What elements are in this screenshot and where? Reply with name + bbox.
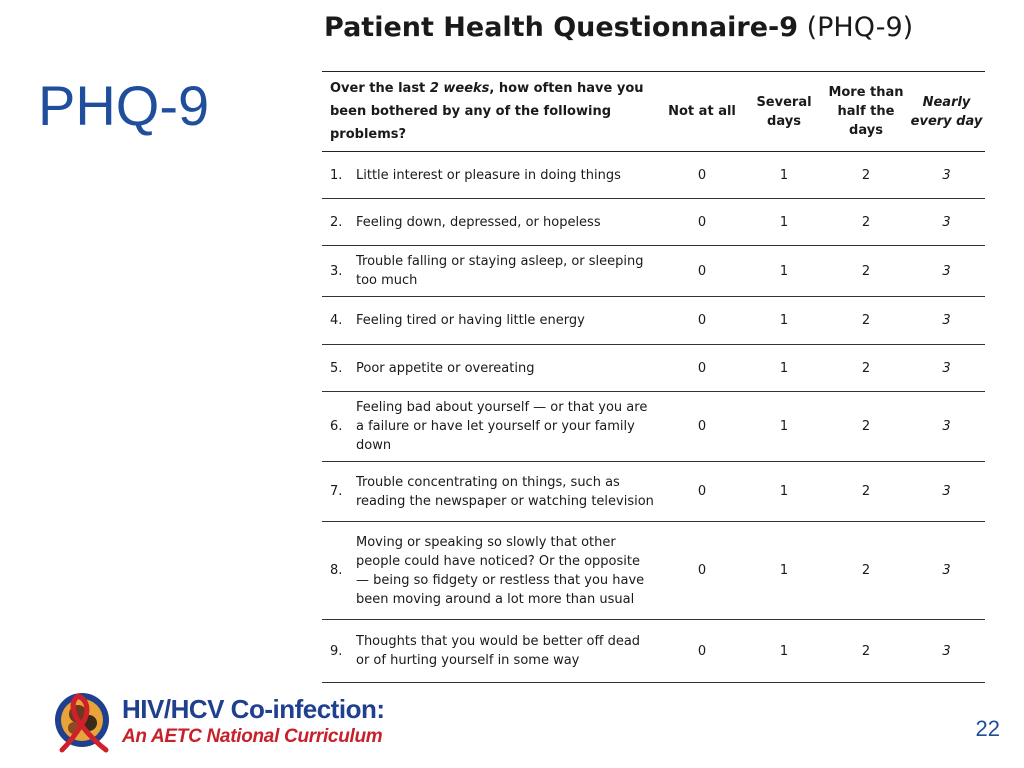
option-header-nearly-every-day bbox=[908, 72, 985, 152]
item-text: Trouble concentrating on things, such as reading the newspaper or watching television bbox=[356, 462, 660, 522]
score-cell: 1 bbox=[744, 199, 824, 246]
table-row bbox=[322, 246, 985, 297]
score-cell: 2 bbox=[824, 462, 908, 522]
score-cell: 1 bbox=[744, 392, 824, 462]
score-cell: 1 bbox=[744, 462, 824, 522]
score-cell: 2 bbox=[824, 297, 908, 345]
score-cell: 0 bbox=[660, 199, 744, 246]
page-number: 22 bbox=[975, 716, 1000, 741]
option-header-line: every day bbox=[910, 113, 983, 129]
option-header-line: half the bbox=[837, 104, 895, 119]
slide-title: PHQ-9 bbox=[38, 74, 210, 137]
prompt-text-start: Over the last bbox=[330, 81, 430, 96]
logo-title: HIV/HCV Co-infection: bbox=[122, 694, 385, 724]
item-text: Feeling tired or having little energy bbox=[356, 297, 660, 345]
option-header-line: Not at all bbox=[668, 104, 736, 119]
score-cell: 3 bbox=[908, 152, 985, 199]
score-cell: 1 bbox=[744, 246, 824, 297]
score-cell: 3 bbox=[908, 345, 985, 392]
item-text: Little interest or pleasure in doing things bbox=[356, 152, 660, 199]
score-cell: 1 bbox=[744, 297, 824, 345]
questionnaire-title-bold: Patient Health Questionnaire-9 bbox=[324, 12, 799, 43]
score-cell: 1 bbox=[744, 345, 824, 392]
phq9-table bbox=[322, 71, 985, 683]
item-number: 1. bbox=[322, 152, 356, 199]
score-cell: 3 bbox=[908, 620, 985, 683]
item-number: 7. bbox=[322, 462, 356, 522]
score-cell: 0 bbox=[660, 522, 744, 620]
score-cell: 1 bbox=[744, 620, 824, 683]
score-cell: 0 bbox=[660, 392, 744, 462]
item-text: Thoughts that you would be better off dead or of hurting yourself in some way bbox=[356, 620, 660, 683]
item-text: Feeling down, depressed, or hopeless bbox=[356, 199, 660, 246]
score-cell: 0 bbox=[660, 620, 744, 683]
score-cell: 3 bbox=[908, 522, 985, 620]
option-header-line: days bbox=[849, 123, 883, 138]
item-number: 5. bbox=[322, 345, 356, 392]
aetc-logo bbox=[48, 690, 385, 758]
score-cell: 2 bbox=[824, 522, 908, 620]
score-cell: 0 bbox=[660, 297, 744, 345]
score-cell: 0 bbox=[660, 246, 744, 297]
item-text: Feeling bad about yourself — or that you are a failure or have let yourself or your family down bbox=[356, 392, 660, 462]
item-number: 8. bbox=[322, 522, 356, 620]
table-header-row bbox=[322, 72, 985, 152]
score-cell: 3 bbox=[908, 392, 985, 462]
score-cell: 2 bbox=[824, 345, 908, 392]
score-cell: 2 bbox=[824, 392, 908, 462]
option-header-line: Several bbox=[756, 94, 812, 110]
item-number: 2. bbox=[322, 199, 356, 246]
score-cell: 3 bbox=[908, 199, 985, 246]
questionnaire-title bbox=[324, 12, 913, 43]
table-row bbox=[322, 199, 985, 246]
table-row bbox=[322, 620, 985, 683]
question-prompt bbox=[322, 72, 660, 152]
item-text: Moving or speaking so slowly that other people could have noticed? Or the opposite — being so fidgety or restless that you have been moving around a lot more than usual bbox=[356, 522, 660, 620]
table-body bbox=[322, 152, 985, 683]
red-ribbon-globe-icon bbox=[48, 690, 120, 754]
score-cell: 3 bbox=[908, 246, 985, 297]
item-text: Poor appetite or overeating bbox=[356, 345, 660, 392]
prompt-emphasis: 2 weeks bbox=[429, 81, 490, 96]
option-header-not-at-all bbox=[660, 72, 744, 152]
score-cell: 2 bbox=[824, 199, 908, 246]
item-text: Trouble falling or staying asleep, or sleeping too much bbox=[356, 246, 660, 297]
option-header-line: days bbox=[767, 113, 801, 129]
logo-subtitle: An AETC National Curriculum bbox=[122, 726, 383, 747]
item-number: 6. bbox=[322, 392, 356, 462]
score-cell: 0 bbox=[660, 152, 744, 199]
score-cell: 2 bbox=[824, 246, 908, 297]
score-cell: 1 bbox=[744, 152, 824, 199]
table-row bbox=[322, 152, 985, 199]
table-row bbox=[322, 462, 985, 522]
score-cell: 3 bbox=[908, 462, 985, 522]
table-row bbox=[322, 522, 985, 620]
item-number: 4. bbox=[322, 297, 356, 345]
table-row bbox=[322, 392, 985, 462]
prompt-text-end: , how often have you been bothered by any of the following problems? bbox=[330, 81, 644, 142]
option-header-several-days bbox=[744, 72, 824, 152]
table-row bbox=[322, 297, 985, 345]
item-number: 9. bbox=[322, 620, 356, 683]
score-cell: 3 bbox=[908, 297, 985, 345]
score-cell: 0 bbox=[660, 462, 744, 522]
score-cell: 2 bbox=[824, 620, 908, 683]
questionnaire-title-abbrev: (PHQ-9) bbox=[806, 12, 914, 43]
option-header-more-than-half bbox=[824, 72, 908, 152]
table-row bbox=[322, 345, 985, 392]
score-cell: 1 bbox=[744, 522, 824, 620]
option-header-line: Nearly bbox=[922, 94, 971, 110]
item-number: 3. bbox=[322, 246, 356, 297]
score-cell: 0 bbox=[660, 345, 744, 392]
score-cell: 2 bbox=[824, 152, 908, 199]
option-header-line: More than bbox=[828, 85, 904, 100]
